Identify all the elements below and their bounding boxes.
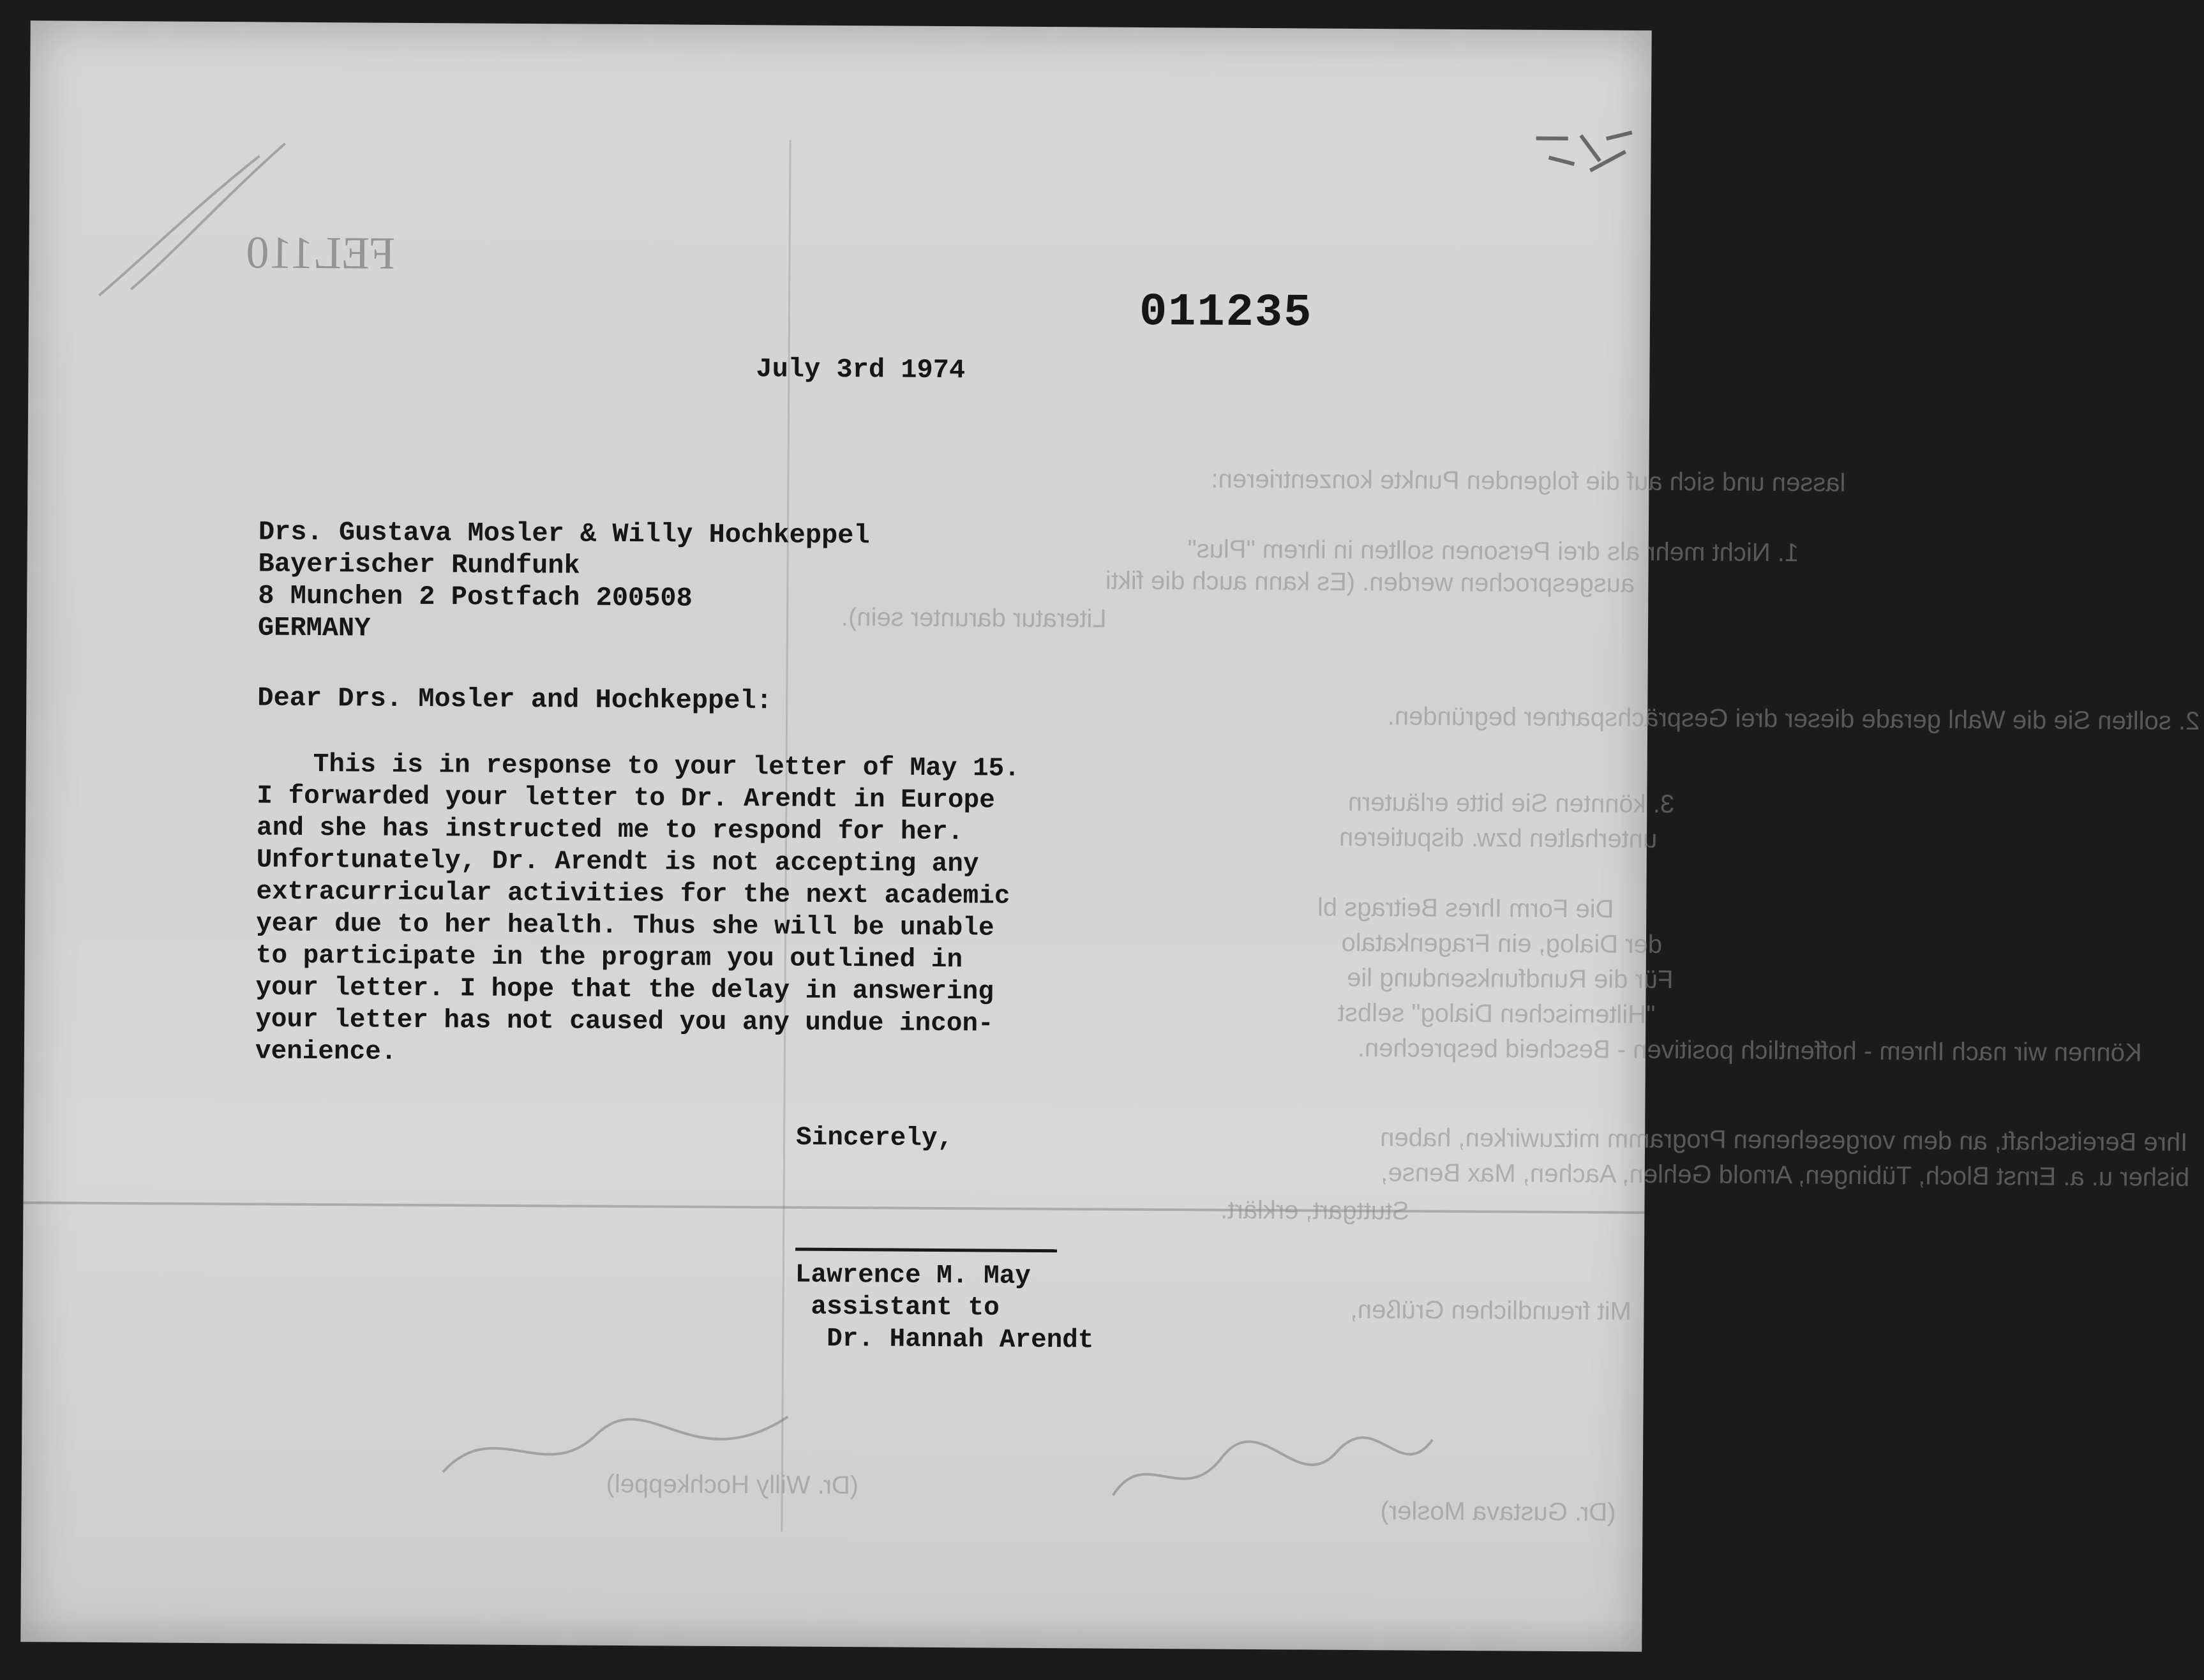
bleed-through-line: Die Form Ihres Beitrags bl <box>1317 893 1614 924</box>
bleed-through-signature-scribble <box>437 1402 795 1493</box>
bleed-through-line: Mit freundlichen Grüßen, <box>1350 1295 1632 1326</box>
bleed-through-line: der Dialog, ein Fragenkatalo <box>1341 928 1663 959</box>
bleed-through-line: 2. sollten Sie die Wahl gerade dieser drei Gesprächspartner begründen. <box>1387 702 2200 736</box>
bleed-through-line: unterhalten bzw. disputieren <box>1338 823 1658 853</box>
body-line: venience. <box>255 1037 397 1067</box>
bleed-through-line: ausgesprochen werden. (Es kann auch die fikti <box>1105 566 1635 598</box>
body-line: your letter has not caused you any undue incon- <box>255 1005 994 1039</box>
bleed-through-line: 3. könnten Sie bitte erläutern <box>1347 788 1675 819</box>
bleed-through-line: 1. Nicht mehr als drei Personen sollten in ihrem "Plus" <box>1187 535 1799 567</box>
signature-line <box>795 1248 1057 1253</box>
recipient-country: GERMANY <box>257 612 371 644</box>
bleed-through-line: bisher u. a. Ernst Bloch, Tübingen, Arnold Gehlen, Aachen, Max Bense, <box>1381 1159 2190 1192</box>
document-reference-number: 011235 <box>1139 285 1313 340</box>
bleed-through-signature-label: (Dr. Willy Hochkeppel) <box>606 1469 859 1500</box>
bleed-through-signature-scribble <box>1106 1419 1439 1523</box>
body-line: your letter. I hope that the delay in answering <box>255 973 994 1007</box>
body-line: year due to her health. Thus she will be unable <box>256 909 994 943</box>
salutation: Dear Drs. Mosler and Hochkeppel: <box>257 682 772 717</box>
body-line: to participate in the program you outlined in <box>255 941 963 975</box>
signatory-name: Lawrence M. May <box>795 1260 1031 1291</box>
bleed-through-stamp: FEL110 <box>246 227 396 279</box>
bleed-through-line: Ihre Bereitschaft, an dem vorgesehenen Programm mitzuwirken, haben <box>1380 1123 2188 1157</box>
body-line: I forwarded your letter to Dr. Arendt in Europe <box>257 781 995 816</box>
body-line: extracurricular activities for the next academic <box>256 877 1010 911</box>
bleed-through-signature-label: (Dr. Gustava Mosler) <box>1380 1497 1616 1527</box>
bleed-through-line: Literatur darunter sein). <box>841 603 1107 633</box>
bleed-through-line: lassen und sich auf die folgenden Punkte konzentrieren: <box>1211 465 1846 497</box>
recipient-street: 8 Munchen 2 Postfach 200508 <box>258 580 693 614</box>
recipient-names: Drs. Gustava Mosler & Willy Hochkeppel <box>258 516 870 551</box>
closing: Sincerely, <box>795 1123 954 1154</box>
signatory-on-behalf-of: Dr. Hannah Arendt <box>827 1324 1094 1356</box>
corner-mark-icon <box>1529 126 1638 184</box>
bleed-through-scribble <box>93 130 362 310</box>
recipient-organization: Bayerischer Rundfunk <box>258 548 580 581</box>
bleed-through-line: Können wir nach Ihrem - hoffentlich positiven - Bescheid besprechen. <box>1357 1033 2142 1067</box>
body-line: This is in response to your letter of May 15. <box>313 749 1020 784</box>
paper-sheet <box>20 20 2200 1651</box>
body-line: Unfortunately, Dr. Arendt is not accepting any <box>256 845 979 880</box>
letter-date: July 3rd 1974 <box>756 354 966 386</box>
signatory-title: assistant to <box>811 1292 1000 1323</box>
bleed-through-line: Stuttgart, erklärt. <box>1220 1196 1409 1226</box>
bleed-through-line: Für die Rundfunksendung lie <box>1346 963 1674 994</box>
bleed-through-line: "Hiltemischen Dialog" selbst <box>1337 998 1656 1029</box>
body-line: and she has instructed me to respond for her. <box>256 813 964 848</box>
